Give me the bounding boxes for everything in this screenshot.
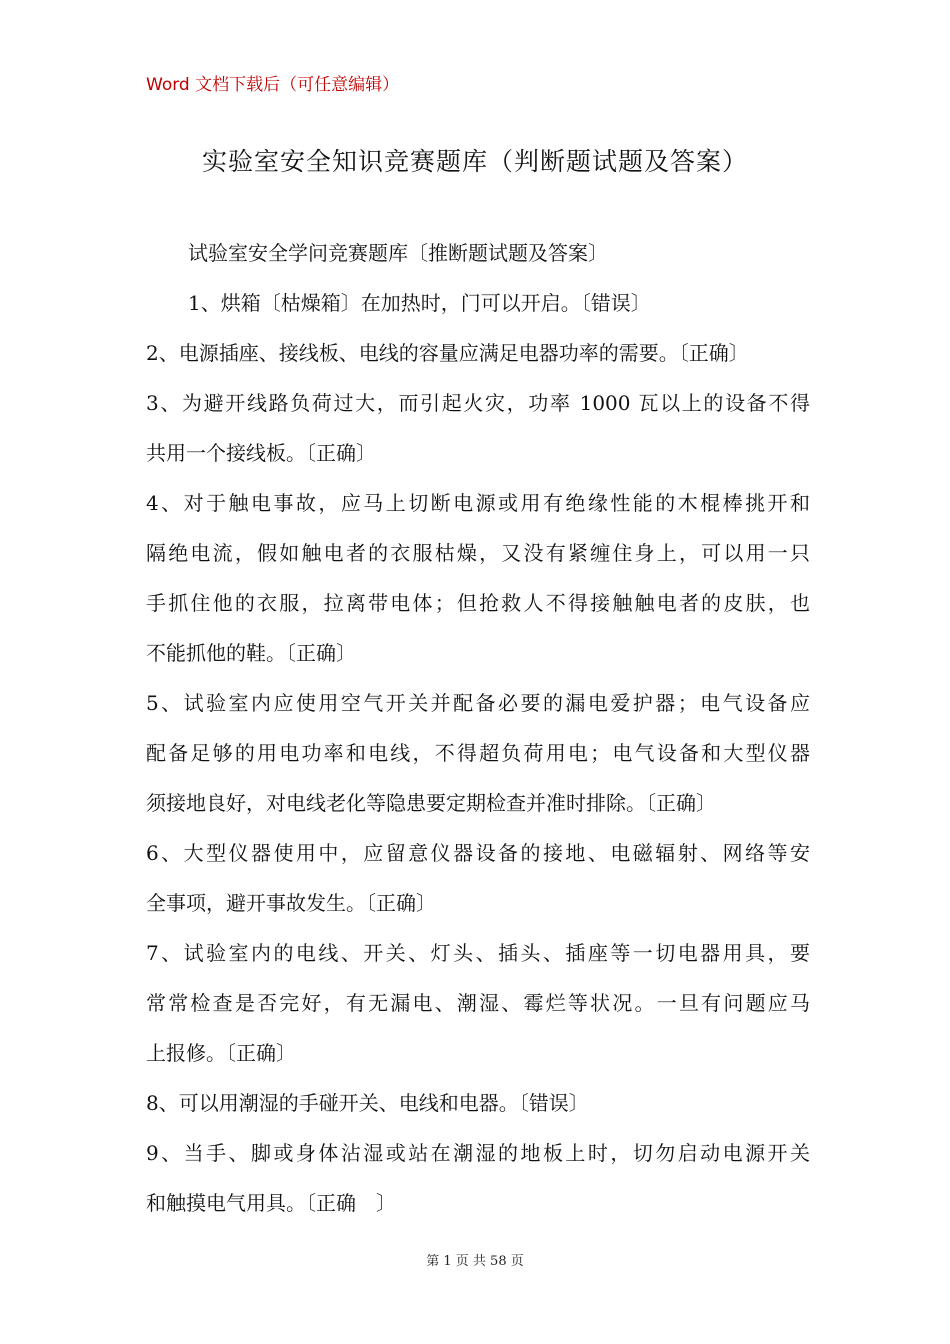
- question-line: 2、电源插座、接线板、电线的容量应满足电器功率的需要。〔正确〕: [146, 341, 749, 365]
- question-line: 1、烘箱〔枯燥箱〕在加热时，门可以开启。〔错误〕: [188, 291, 651, 315]
- question-line: 6、大型仪器使用中，应留意仪器设备的接地、电磁辐射、网络等安: [146, 841, 810, 865]
- question-line: 5、试验室内应使用空气开关并配备必要的漏电爱护器；电气设备应: [146, 691, 810, 715]
- question-line: 须接地良好，对电线老化等隐患要定期检查并准时排除。〔正确〕: [146, 791, 716, 815]
- document-body: [146, 228, 810, 1228]
- document-title: 实验室安全知识竞赛题库（判断题试题及答案）: [201, 147, 748, 176]
- question-line: 4、对于触电事故，应马上切断电源或用有绝缘性能的木棍棒挑开和: [146, 491, 810, 515]
- question-line: 不能抓他的鞋。〔正确〕: [146, 641, 356, 665]
- question-line: 3、为避开线路负荷过大，而引起火灾，功率 1000 瓦以上的设备不得: [146, 391, 810, 415]
- question-line: 上报修。〔正确〕: [146, 1041, 296, 1065]
- subtitle-line: 试验室安全学问竞赛题库〔推断题试题及答案〕: [188, 241, 608, 265]
- question-line: 7、试验室内的电线、开关、灯头、插头、插座等一切电器用具，要: [146, 941, 810, 965]
- download-note: Word 文档下载后（可任意编辑）: [146, 75, 400, 95]
- question-line: 手抓住他的衣服，拉离带电体；但抢救人不得接触触电者的皮肤，也: [146, 591, 810, 615]
- question-line: 常常检查是否完好，有无漏电、潮湿、霉烂等状况。一旦有问题应马: [146, 991, 810, 1015]
- question-line: 共用一个接线板。〔正确〕: [146, 441, 376, 465]
- question-line: 和触摸电气用具。〔正确 〕: [146, 1191, 396, 1215]
- question-line: 8、可以用潮湿的手碰开关、电线和电器。〔错误〕: [146, 1091, 589, 1115]
- question-line: 隔绝电流，假如触电者的衣服枯燥，又没有紧缠住身上，可以用一只: [146, 541, 810, 565]
- question-line: 全事项，避开事故发生。〔正确〕: [146, 891, 436, 915]
- question-line: 9、当手、脚或身体沾湿或站在潮湿的地板上时，切勿启动电源开关: [146, 1141, 810, 1165]
- question-line: 配备足够的用电功率和电线，不得超负荷用电；电气设备和大型仪器: [146, 741, 810, 765]
- page-number: 第 1 页 共 58 页: [426, 1254, 524, 1269]
